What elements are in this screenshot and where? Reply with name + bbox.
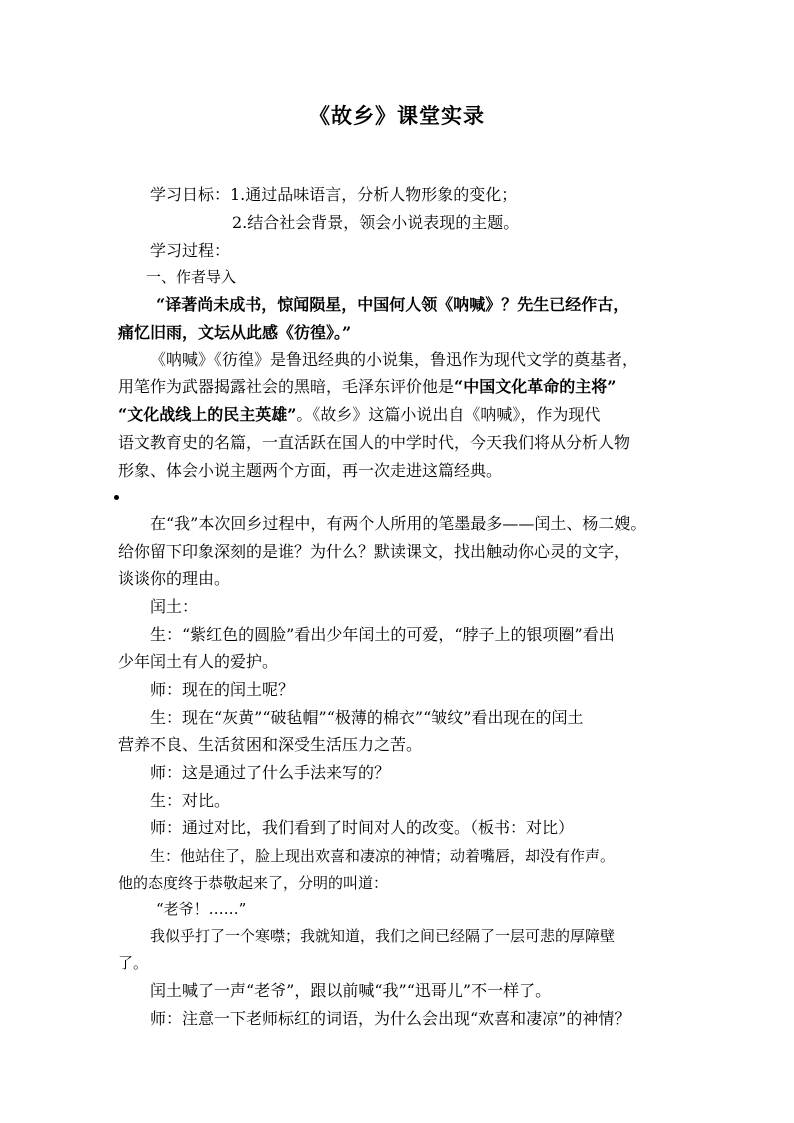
student-answer-5: 闰土喊了一声“老爷”，跟以前喊“我”“迅哥儿”不一样了。 — [150, 981, 552, 1000]
student-quote-line-4: 我似乎打了一个寒噤；我就知道，我们之间已经隔了一层可悲的厚障壁 — [150, 927, 616, 945]
task-line-2: 给你留下印象深刻的是谁？为什么？默读课文，找出触动你心灵的文字， — [118, 542, 631, 561]
section-1-heading: 一、作者导入 — [146, 268, 237, 286]
student-answer-2-line-1: 生：现在“灰黄”“破毡帽”“极薄的棉衣”“皱纹”看出现在的闰土 — [150, 708, 584, 727]
objectives-line-2: 2.结合社会背景，领会小说表现的主题。 — [232, 213, 520, 232]
objectives-line-1: 学习日标：1.通过品味语言，分析人物形象的变化； — [150, 185, 518, 204]
teacher-question-1: 师：现在的闰土呢？ — [150, 680, 295, 699]
intro-line-1: 《呐喊》《彷徨》是鲁迅经典的小说集，鲁迅作为现代文学的奠基者， — [150, 350, 639, 369]
student-answer-2-line-2: 营养不良、生活贫困和深受生活压力之苦。 — [118, 735, 423, 754]
student-answer-3: 生：对比。 — [150, 791, 231, 810]
page-title: 《故乡》课堂实录 — [309, 103, 485, 128]
mao-quote-1: “中国文化革命的主将” — [454, 377, 617, 396]
intro-line-2 — [118, 376, 616, 398]
teacher-remark-3: 师：通过对比，我们看到了时间对人的改变。（板书：对比） — [150, 818, 575, 837]
teacher-question-4: 师：注意一下老师标红的词语，为什么会出现“欢喜和凄凉”的神情？ — [150, 1009, 631, 1028]
quote-line-1: “译著尚未成书，惊闻陨星，中国何人领《呐喊》？先生已经作古， — [156, 295, 630, 314]
intro-line-5: 形象、体会小说主题两个方面，再一次走进这篇经典。 — [118, 461, 503, 480]
intro-line-3-text: 。《故乡》这篇小说出自《呐喊》，作为现代 — [296, 405, 601, 424]
student-quote-line-5: 了。 — [118, 954, 149, 972]
student-answer-1-line-1: 生：“紫红色的圆脸”看出少年闰土的可爱，“脖子上的银项圈”看出 — [150, 625, 615, 644]
intro-line-4: 语文教育史的名篇，一直活跃在国人的中学时代，今天我们将从分析人物 — [118, 433, 631, 452]
teacher-question-2: 师：这是通过了什么手法来写的？ — [150, 763, 391, 782]
task-line-3: 谈谈你的理由。 — [118, 569, 231, 588]
intro-line-2-text: 用笔作为武器揭露社会的黑暗，毛泽东评价他是 — [118, 377, 455, 396]
student-answer-1-line-2: 少年闰土有人的爱护。 — [118, 652, 279, 671]
student-quote-line-3: “老爷！……” — [156, 900, 247, 918]
quote-line-2: 痛忆旧雨，文坛从此感《彷徨》。” — [118, 323, 352, 342]
bullet-point — [114, 495, 119, 500]
student-quote-line-1: 生：他站住了，脸上现出欢喜和凄凉的神情；动着嘴唇，却没有作声。 — [150, 847, 616, 865]
task-line-1: 在“我”本次回乡过程中，有两个人所用的笔墨最多——闰土、杨二嫂。 — [150, 514, 647, 533]
runtu-heading: 闰土： — [150, 597, 199, 616]
mao-quote-2: “文化战线上的民主英雄” — [118, 405, 297, 424]
intro-line-3 — [118, 404, 600, 426]
student-quote-line-2: 他的态度终于恭敬起来了，分明的叫道： — [118, 874, 389, 892]
process-heading: 学习过程： — [150, 241, 231, 260]
